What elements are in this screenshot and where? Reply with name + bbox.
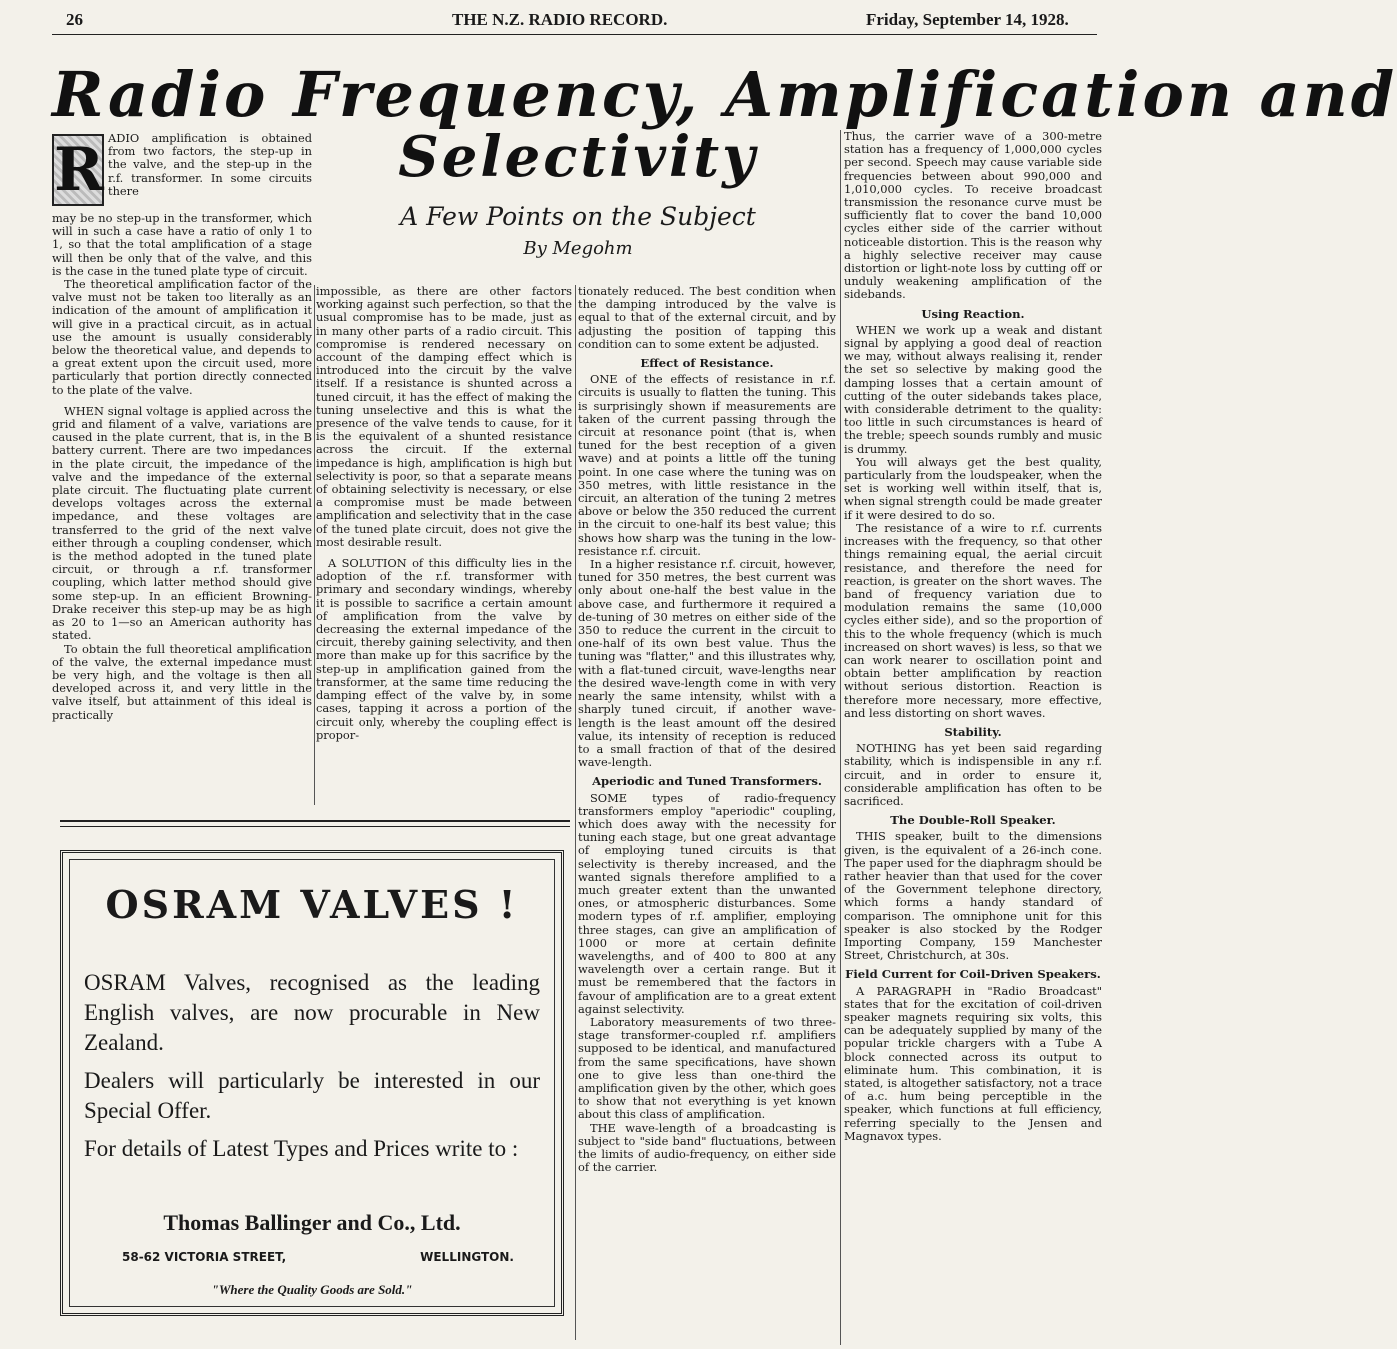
- page-number: 26: [66, 10, 83, 29]
- ad-border: [69, 859, 555, 1307]
- paragraph: Thus, the carrier wave of a 300-metre station has a frequency of 1,000,000 cycles per second. Speech may cause variable side frequencies between about 990,000 and 1,010,000 cycles. To receive broadcast transmission the resonance curve must be sufficiently flat to cover the band 10,000 cycles either side of the carrier without noticeable distortion. This is the reason why a highly selective receiver may cause distortion or light-note loss by cutting off or unduly weakening amplification of the sidebands.: [844, 129, 1102, 302]
- section-heading: Using Reaction.: [921, 306, 1025, 321]
- ad-address: 58-62 VICTORIA STREET,: [122, 1250, 287, 1264]
- drop-cap: R: [54, 135, 104, 205]
- article-intro: [108, 132, 312, 212]
- article-subtitle: A Few Points on the Subject: [400, 202, 756, 231]
- section-heading: Effect of Resistance.: [640, 356, 774, 371]
- paragraph: A SOLUTION of this difficulty lies in the adoption of the r.f. transformer with primary and secondary windings, whereby it is possible to sacrifice a certain amount of amplification from the valve by decreasing the external impedance of the circuit, thereby gaining selectivity, and then more than make up for this sacrifice by the step-up in amplification gained from the transformer, at the same time reducing the damping effect of the valve by, in some cases, tapping it across a portion of the circuit only, whereby the coupling effect is propor-: [316, 556, 572, 742]
- article-title-line2: Selectivity: [398, 124, 758, 190]
- paragraph: In a higher resistance r.f. circuit, however, tuned for 350 metres, the best current was only about one-half the best value in the above case, and furthermore it required a de-tuning of 30 metres on either side of the 350 to reduce the current in the circuit to one-half of its own best value. Thus the tuning was "flatter," and this illustrates why, with a flat-tuned circuit, wave-lengths near the desired wave-length come in with very nearly the same intensity, whilst with a sharply tuned circuit, if another wave-length is the least amount off the desired value, its intensity of reception is reduced to a small fraction of that of the desired wave-length.: [578, 557, 836, 770]
- paragraph: THE wave-length of a broadcasting is subject to "side band" fluctuations, between the limits of audio-frequency, on either side of the carrier.: [578, 1120, 836, 1175]
- paragraph: SOME types of radio-frequency transformers employ "aperiodic" coupling, which does away with the necessity for tuning each stage, but one great advantage of employing tuned circuits is that selectivity is thereby increased, and the wanted signals therefore amplified to a much greater extent than the unwanted ones, or atmospheric disturbances. Some modern types of r.f. amplifier, employing three stages, can give an amplification of 1000 or more at certain definite wavelengths, and of 400 to 800 at any wavelength over a certain range. But it must be remembered that the factors in favour of amplification are to a great extent against selectivity.: [578, 790, 836, 1016]
- column-divider: [575, 285, 576, 1340]
- paragraph: WHEN signal voltage is applied across the grid and filament of a valve, variations are caused in the plate current, that is, in the B battery current. There are two impedances in the plate circuit, the impedance of the valve and the impedance of the external plate circuit. The fluctuating plate current develops voltages across the external impedance, and these voltages are transferred to the grid of the next valve either through a coupling condenser, which is the method adopted in the tuned plate circuit, or through a r.f. transformer coupling, which latter method should give some step-up. In an efficient Browning-Drake receiver this step-up may be as high as 20 to 1—so an American authority has stated.: [52, 403, 312, 643]
- column-2: [316, 285, 572, 805]
- ad-slogan: "Where the Quality Goods are Sold.": [211, 1282, 413, 1297]
- issue-date: Friday, September 14, 1928.: [866, 10, 1069, 29]
- publication-name: THE N.Z. RADIO RECORD.: [452, 10, 668, 29]
- ad-text-2: Dealers will particularly be interested in our Special Offer.: [84, 1068, 540, 1123]
- column-3: [578, 285, 836, 1345]
- paragraph: You will always get the best quality, particularly from the loudspeaker, when the set is working well within itself, that is, when signal strength could be made greater if it were desired to do so.: [844, 454, 1102, 522]
- ad-city: WELLINGTON.: [420, 1250, 514, 1264]
- osram-advertisement: [60, 850, 564, 1316]
- column-divider: [314, 285, 315, 805]
- paragraph: NOTHING has yet been said regarding stability, which is indispensible in any r.f. circuit, and in order to ensure it, considerable amplification has often to be sacrificed.: [844, 741, 1102, 808]
- column-divider: [840, 130, 841, 1345]
- article-title-line1: Radio Frequency, Amplification and: [52, 58, 1397, 131]
- article-byline: By Megohm: [523, 238, 633, 259]
- paragraph: impossible, as there are other factors working against such perfection, so that the usual compromise has to be made, just as in many other parts of a radio circuit. This compromise is rendered necessary on account of the damping effect which is introduced into the circuit by the valve itself. If a resistance is shunted across a tuned circuit, it has the effect of making the tuning unselective and this is what the presence of the valve tends to cause, for it is the equivalent of a shunted resistance across the circuit. If the external impedance is high, amplification is high but selectivity is poor, so that a separate means of obtaining selectivity is necessary, or else a compromise must be made between amplification and selectivity that in the case of the tuned plate circuit, does not give the most desirable result.: [316, 284, 572, 549]
- ad-text-1: OSRAM Valves, recognised as the leading English valves, are now procurable in New Zealand.: [84, 970, 540, 1055]
- section-heading: The Double-Roll Speaker.: [890, 813, 1056, 828]
- paragraph: THIS speaker, built to the dimensions given, is the equivalent of a 26-inch cone. The paper used for the diaphragm should be rather heavier than that used for the cover of the Government telephone directory, which forms a handy standard of comparison. The omniphone unit for this speaker is also stocked by the Rodger Importing Company, 159 Manchester Street, Christchurch, at 30s.: [844, 829, 1102, 963]
- intro-paragraph: ADIO amplification is obtained from two factors, the step-up in the valve, and the step-up in the r.f. transformer. In some circuits there: [108, 131, 312, 198]
- paragraph: To obtain the full theoretical amplification of the valve, the external impedance must be very high, and the voltage is then all developed across it, and very little in the valve itself, but attainment of this ideal is practically: [52, 641, 312, 722]
- paragraph: The resistance of a wire to r.f. currents increases with the frequency, so that other things remaining equal, the aerial circuit resistance, and therefore the need for reaction, is greater on the short waves. The band of frequency variation due to modulation remains the same (10,000 cycles either side), and so the proportion of this to the whole frequency (which is much increased on short waves) is less, so that we can work nearer to oscillation point and obtain better amplification by reaction without serious distortion. Reaction is therefore more necessary, more effective, and less distorting on short waves.: [844, 520, 1102, 720]
- section-heading: Stability.: [944, 724, 1002, 739]
- header-rule: [52, 34, 1097, 35]
- paragraph: tionately reduced. The best condition when the damping introduced by the valve is equal to that of the external circuit, and by adjusting the position of tapping this condition can to some extent be adjusted.: [578, 284, 836, 351]
- column-1: [52, 212, 312, 792]
- paragraph: Laboratory measurements of two three-stage transformer-coupled r.f. amplifiers supposed to be identical, and manufactured from the same specifications, have shown one to give less than one-third the amplification given by the other, which goes to show that not everything is yet known about this class of amplification.: [578, 1014, 836, 1122]
- section-heading: Field Current for Coil-Driven Speakers.: [845, 967, 1101, 982]
- ad-text-3: For details of Latest Types and Prices write to :: [84, 1136, 519, 1161]
- paragraph: The theoretical amplification factor of the valve must not be taken too literally as an indication of the amount of amplification it will give in a practical circuit, as in actual use the amount is usually considerably below the theoretical value, and depends to a great extent upon the circuit used, more particularly that portion directly connected to the plate of the valve.: [52, 277, 312, 397]
- paragraph: may be no step-up in the transformer, which will in such a case have a ratio of only 1 to 1, so that the total amplification of a stage will then be only that of the valve, and this is the case in the tuned plate type of circuit.: [52, 211, 312, 278]
- paragraph: WHEN we work up a weak and distant signal by applying a good deal of reaction we may, without always realising it, render the set so selective by making good the damping losses that a certain amount of cutting of the outer sidebands takes place, with considerable detriment to the quality: too little in such circumstances is heard of the treble; speech sounds rumbly and music is drummy.: [844, 322, 1102, 456]
- paragraph: ONE of the effects of resistance in r.f. circuits is usually to flatten the tuning. This is surprisingly shown if measurements are taken of the current passing through the circuit at resonance point (that is, when tuned for the best reception of a given wave) and at points a little off the tuning point. In one case where the tuning was on 350 metres, with little resistance in the circuit, an alteration of the tuning 2 metres above or below the 350 reduced the current in the circuit to one-half its best value; this shows how sharp was the tuning in the low-resistance r.f. circuit.: [578, 372, 836, 558]
- paragraph: A PARAGRAPH in "Radio Broadcast" states that for the excitation of coil-driven speaker magnets requiring six volts, this can be adequately supplied by many of the popular trickle chargers with a Tube A block connected across its output to eliminate hum. This combination, it is stated, is altogether satisfactory, not a trace of a.c. hum being perceptible in the speaker, which functions at full efficiency, referring specially to the Jensen and Magnavox types.: [844, 983, 1102, 1143]
- column-4: [844, 130, 1102, 1345]
- ad-headline: OSRAM VALVES !: [105, 882, 519, 927]
- ad-separator-rule: [60, 820, 570, 827]
- section-heading: Aperiodic and Tuned Transformers.: [592, 774, 822, 789]
- ad-company: Thomas Ballinger and Co., Ltd.: [163, 1210, 461, 1235]
